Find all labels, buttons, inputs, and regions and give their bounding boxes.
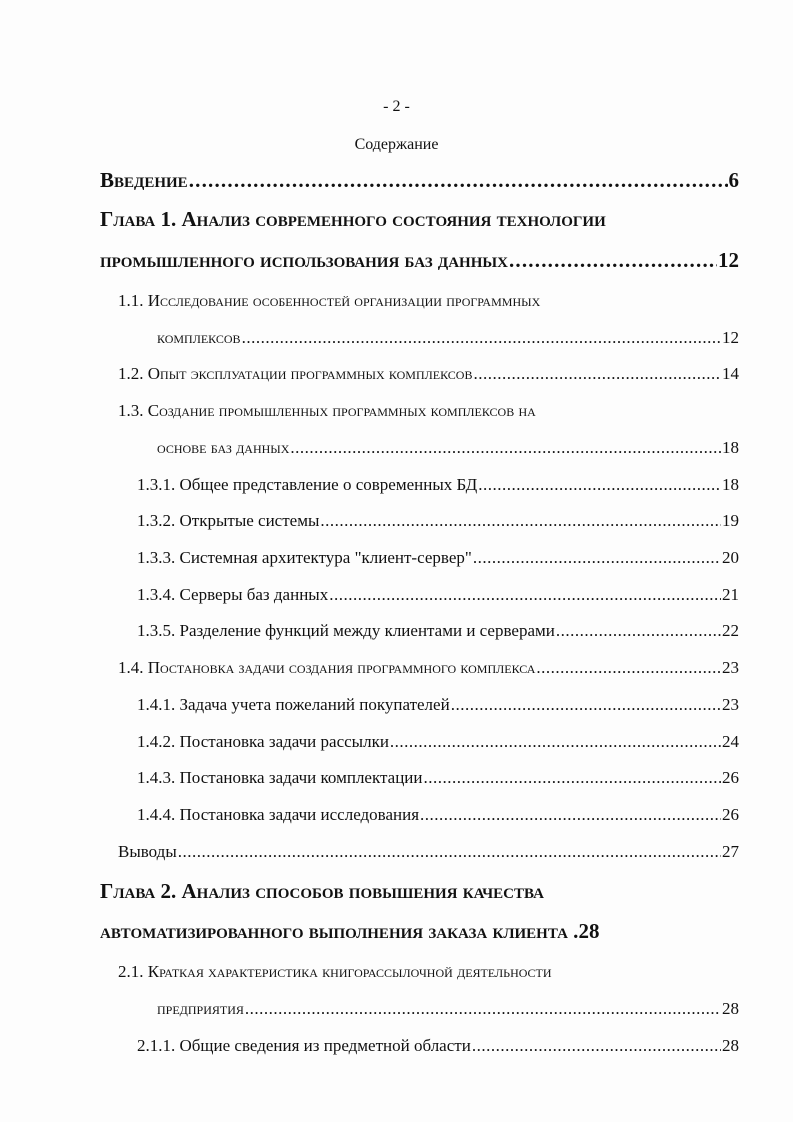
- dot-leader: [245, 999, 721, 1019]
- toc-entry-1-3-4[interactable]: [137, 585, 739, 605]
- dot-leader: [178, 842, 721, 862]
- toc-entry-vvedenie[interactable]: [100, 168, 739, 193]
- toc-entry-1-1[interactable]: [157, 328, 739, 348]
- toc-entry-title: автоматизированного выполнения заказа клиента .: [100, 919, 579, 943]
- toc-entry-title: 1.4.4. Постановка задачи исследования: [137, 805, 420, 824]
- toc-entry-page: 23: [722, 695, 739, 714]
- toc-entry-page: 28: [722, 1036, 739, 1055]
- toc-entry-title: предприятия: [157, 999, 244, 1018]
- toc-entry-page: 14: [722, 364, 739, 383]
- toc-entry-title: 1.1. Исследование особенностей организации программных: [118, 291, 541, 310]
- toc-entry-vyvody[interactable]: [118, 842, 739, 862]
- toc-entry-1-3-1[interactable]: [137, 475, 739, 495]
- dot-leader: [472, 1036, 721, 1056]
- dot-leader: [536, 658, 721, 678]
- toc-entry-title: 1.4.1. Задача учета пожеланий покупателей: [137, 695, 450, 714]
- toc-entry-title: 1.3.1. Общее представление о современных БД: [137, 475, 478, 494]
- toc-entry-title: Выводы: [118, 842, 177, 861]
- toc-entry-page: 26: [722, 768, 739, 787]
- toc-entry-1-3-2[interactable]: [137, 511, 739, 531]
- dot-leader: [424, 768, 722, 788]
- toc-entry-1-4-4[interactable]: [137, 805, 739, 825]
- toc-entry-title: 1.4.2. Постановка задачи рассылки: [137, 732, 389, 751]
- dot-leader: [473, 364, 721, 384]
- dot-leader: [390, 732, 721, 752]
- dot-leader: [329, 585, 721, 605]
- toc-entry-ch2[interactable]: [100, 919, 739, 944]
- toc-entry-1-4-3[interactable]: [137, 768, 739, 788]
- toc-entry-page: 28: [578, 919, 600, 943]
- toc-entry-1-3[interactable]: [157, 438, 739, 458]
- toc-entry-page: 18: [722, 475, 739, 494]
- toc-entry-1-1-line1[interactable]: [118, 291, 540, 311]
- toc-entry-title: Введение: [100, 168, 188, 192]
- dot-leader: [420, 805, 721, 825]
- toc-entry-title: Глава 2. Анализ способов повышения качества: [100, 879, 544, 903]
- toc-entry-1-3-3[interactable]: [137, 548, 739, 568]
- dot-leader: [473, 548, 721, 568]
- dot-leader: [242, 328, 721, 348]
- toc-entry-2-1[interactable]: [157, 999, 739, 1019]
- toc-entry-title: 1.3.2. Открытые системы: [137, 511, 320, 530]
- toc-entry-page: 21: [722, 585, 739, 604]
- toc-entry-1-4-2[interactable]: [137, 732, 739, 752]
- toc-entry-title: комплексов: [157, 328, 241, 347]
- toc-entry-title: 1.4. Постановка задачи создания программного комплекса: [118, 658, 536, 677]
- toc-entry-2-1-1[interactable]: [137, 1036, 739, 1056]
- toc-entry-title: основе баз данных: [157, 438, 290, 457]
- dot-leader: [478, 475, 721, 495]
- toc-entry-title: промышленного использования баз данных: [100, 248, 508, 272]
- toc-entry-page: 6: [728, 168, 739, 192]
- toc-entry-title: 1.2. Опыт эксплуатации программных комплексов: [118, 364, 473, 383]
- toc-entry-title: Глава 1. Анализ современного состояния технологии: [100, 207, 606, 231]
- dot-leader: [556, 621, 721, 641]
- toc-entry-page: 12: [718, 248, 739, 272]
- toc-entry-1-3-5[interactable]: [137, 621, 739, 641]
- toc-entry-page: 19: [722, 511, 739, 530]
- dot-leader: [451, 695, 721, 715]
- toc-heading: Содержание: [354, 136, 439, 153]
- toc-entry-page: 27: [722, 842, 739, 861]
- toc-entry-page: 23: [722, 658, 739, 677]
- dot-leader: [290, 438, 721, 458]
- toc-entry-title: 1.3.3. Системная архитектура "клиент-сервер": [137, 548, 472, 567]
- toc-entry-page: 12: [722, 328, 739, 347]
- toc-entry-ch1-line1[interactable]: [100, 207, 606, 232]
- page-number: - 2 -: [383, 98, 410, 115]
- toc-entry-title: 1.4.3. Постановка задачи комплектации: [137, 768, 423, 787]
- toc-entry-page: 24: [722, 732, 739, 751]
- toc-entry-page: 18: [722, 438, 739, 457]
- toc-entry-1-3-line1[interactable]: [118, 401, 536, 421]
- toc-entry-1-2[interactable]: [118, 364, 739, 384]
- toc-entry-1-4-1[interactable]: [137, 695, 739, 715]
- toc-entry-1-4[interactable]: [118, 658, 739, 678]
- toc-entry-title: 2.1. Краткая характеристика книгорассылочной деятельности: [118, 962, 552, 981]
- dot-leader: [509, 248, 717, 273]
- toc-entry-title: 1.3.4. Серверы баз данных: [137, 585, 329, 604]
- toc-entry-page: 26: [722, 805, 739, 824]
- toc-entry-ch1[interactable]: [100, 248, 739, 273]
- toc-entry-title: 2.1.1. Общие сведения из предметной области: [137, 1036, 471, 1055]
- dot-leader: [320, 511, 721, 531]
- toc-entry-page: 22: [722, 621, 739, 640]
- dot-leader: [189, 168, 728, 193]
- toc-entry-page: 28: [722, 999, 739, 1018]
- toc-entry-2-1-line1[interactable]: [118, 962, 552, 982]
- toc-entry-title: 1.3.5. Разделение функций между клиентами и серверами: [137, 621, 555, 640]
- toc-entry-title: 1.3. Создание промышленных программных комплексов на: [118, 401, 536, 420]
- toc-entry-page: 20: [722, 548, 739, 567]
- toc-entry-ch2-line1[interactable]: [100, 879, 544, 904]
